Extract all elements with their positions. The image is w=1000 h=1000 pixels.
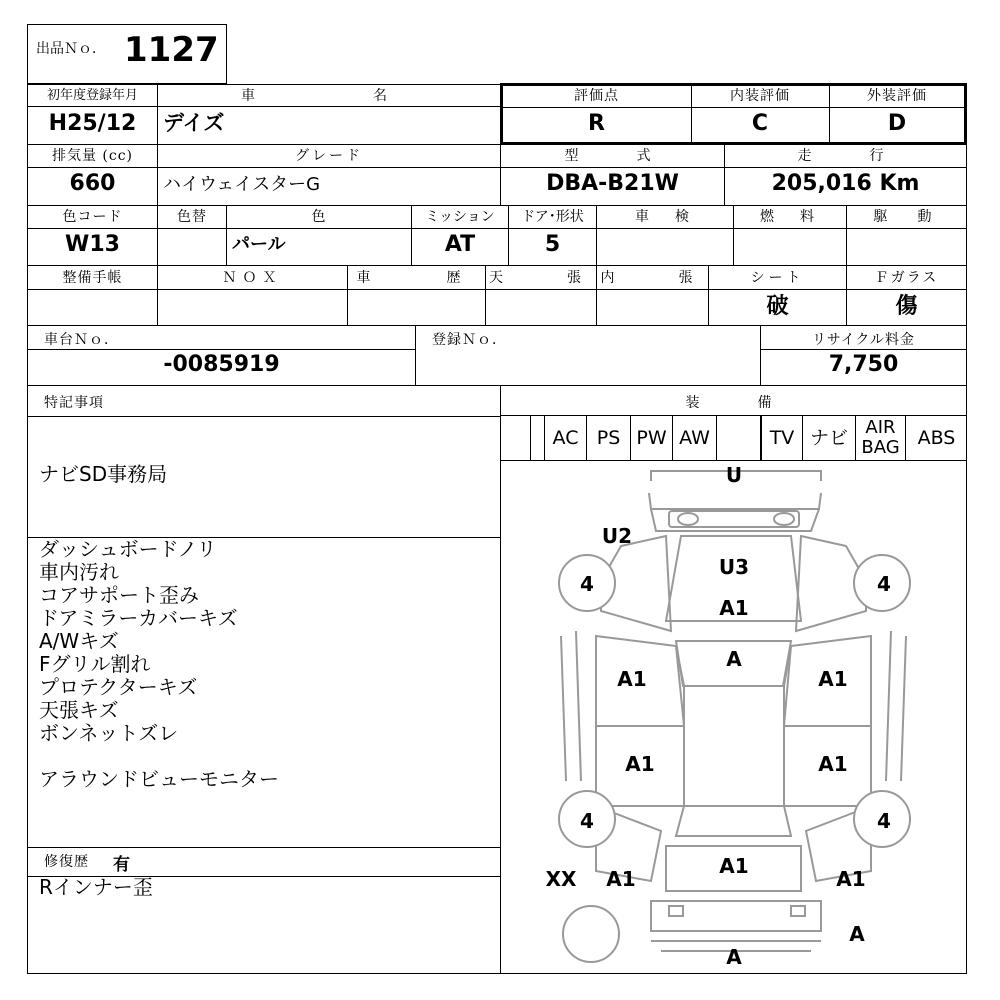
service-book-label: 整備手帳	[62, 270, 123, 286]
score-label: 評価点	[574, 88, 619, 104]
front-emblem-left	[678, 513, 698, 525]
mark-hood-center: A1	[719, 596, 749, 620]
chassis-label: 車台Ｎｏ．	[44, 332, 119, 348]
recycle-label: リサイクル料金	[811, 332, 916, 348]
mark-hood-left: U2	[601, 524, 633, 548]
notes-label: 特記事項	[44, 395, 104, 411]
mark-roof-front: A	[726, 647, 742, 671]
equip-blank-2	[717, 415, 761, 461]
interior-label: 内装評価	[730, 88, 790, 104]
mark-rear-left-quarter: A1	[606, 867, 636, 891]
equip-ac: AC	[545, 415, 587, 461]
mark-front-bumper: U	[725, 463, 743, 487]
inner-lining-label: 内 張	[600, 270, 705, 286]
mark-tire-rl: 4	[580, 809, 594, 833]
color-code-value: W13	[65, 232, 120, 257]
inner-lining-value-cell	[596, 289, 709, 326]
repaint-label: 色替	[177, 209, 207, 225]
equip-abs: ABS	[917, 427, 956, 449]
rear-bumper-outline	[651, 901, 821, 951]
mark-rear-left-outer: XX	[545, 867, 577, 891]
mark-rear-right-quarter: A1	[836, 867, 866, 891]
ceiling-value-cell	[485, 289, 597, 326]
chassis-value: -0085919	[163, 352, 280, 377]
mark-front-left-door: A1	[617, 667, 647, 691]
car-diagram	[501, 461, 966, 973]
repair-history-label: 修復歴	[44, 854, 89, 870]
equip-blank-1	[530, 415, 545, 461]
inspection-value-cell	[596, 228, 734, 266]
color-value: パール	[232, 234, 286, 255]
exterior-label: 外装評価	[867, 88, 927, 104]
color-label: 色	[311, 209, 327, 225]
rear-window	[676, 806, 791, 836]
transmission-label: ミッション	[425, 209, 495, 225]
front-glass-label: Ｆガラス	[874, 270, 939, 286]
chassis-divider	[27, 349, 416, 350]
mark-rear-right-door: A1	[818, 752, 848, 776]
history-label: 車 歴	[356, 270, 477, 286]
seat-label: シート	[750, 270, 805, 286]
interior-value: C	[751, 111, 769, 136]
history-value-cell	[347, 289, 486, 326]
repair-history-value: 有	[113, 855, 130, 875]
inspection-label: 車 検	[635, 209, 695, 225]
equip-aw: AW	[673, 415, 717, 461]
drive-value-cell	[846, 228, 967, 266]
note-line: ドアミラーカバーキズ	[39, 606, 238, 630]
displacement-value: 660	[69, 171, 116, 196]
transmission-value: AT	[444, 232, 476, 257]
nox-value-cell	[157, 289, 348, 326]
lot-number: 1127	[124, 30, 219, 70]
equip-pw: PW	[631, 415, 673, 461]
left-mirror	[561, 631, 581, 781]
mark-trunk: A1	[719, 854, 749, 878]
spare-tire	[563, 906, 619, 962]
repair-note-line: Rインナー歪	[39, 875, 153, 899]
repaint-value-cell	[157, 228, 227, 266]
repair-divider-top	[27, 847, 501, 848]
rear-lamp-left	[669, 906, 683, 916]
mark-tire-fr: 4	[877, 572, 891, 596]
equip-ps: PS	[587, 415, 631, 461]
model-value: DBA-B21W	[546, 171, 679, 196]
first-reg-label: 初年度登録年月	[46, 88, 138, 103]
mark-rear-bumper: A	[726, 945, 742, 969]
car-name-label: 車 名	[241, 88, 417, 104]
front-emblem-right	[774, 513, 794, 525]
front-glass-value: 傷	[895, 293, 918, 319]
note-line: A/Wキズ	[39, 629, 119, 653]
mark-rear-bumper-right: A	[849, 922, 865, 946]
mark-front-right-door: A1	[818, 667, 848, 691]
note-line: プロテクターキズ	[39, 675, 198, 699]
equip-airbag: AIR BAG	[856, 415, 906, 461]
roof	[684, 686, 784, 806]
equipment-label: 装 備	[685, 395, 782, 411]
lot-label: 出品Ｎｏ．	[36, 41, 106, 57]
door-shape-label: ドア･形状	[521, 209, 584, 225]
equipment-row	[500, 415, 967, 461]
mileage-value: 205,016 Km	[771, 171, 920, 196]
recycle-value: 7,750	[828, 352, 899, 377]
nox-label: ＮＯＸ	[222, 270, 283, 286]
note-line: アラウンドビューモニター	[39, 767, 279, 791]
fuel-label: 燃 料	[760, 209, 820, 225]
score-divider-h	[500, 107, 967, 108]
color-code-label: 色コード	[62, 209, 123, 225]
car-name-value: デイズ	[163, 111, 225, 135]
note-line: ダッシュボードノリ	[39, 537, 217, 561]
first-reg-value: H25/12	[48, 111, 137, 136]
mark-tire-rr: 4	[877, 809, 891, 833]
notes-top-line: ナビSD事務局	[39, 462, 168, 486]
drive-label: 駆 動	[873, 209, 940, 225]
displacement-label: 排気量 (cc)	[51, 148, 134, 164]
reg-no-label: 登録Ｎｏ．	[432, 332, 507, 348]
grade-label: グレード	[295, 148, 363, 164]
score-value: R	[588, 111, 605, 136]
mark-tire-fl: 4	[580, 572, 594, 596]
exterior-value: D	[887, 111, 907, 136]
model-label: 型 式	[564, 148, 661, 164]
note-line: 天張キズ	[39, 698, 119, 722]
rear-lamp-right	[791, 906, 805, 916]
note-line: ボンネットズレ	[39, 721, 179, 745]
service-book-value-cell	[27, 289, 158, 326]
door-shape-value: 5	[544, 232, 561, 257]
note-line: コアサポート歪み	[39, 583, 199, 607]
equip-tv: TV	[761, 415, 803, 461]
mark-hood: U3	[718, 555, 750, 579]
ceiling-label: 天 張	[489, 270, 593, 286]
right-mirror	[886, 631, 906, 781]
equip-navi: ナビ	[803, 415, 856, 461]
seat-value: 破	[766, 293, 789, 319]
mark-rear-left-door: A1	[625, 752, 655, 776]
note-line: Fグリル割れ	[39, 652, 151, 676]
mileage-label: 走 行	[797, 148, 894, 164]
grade-value: ハイウェイスターG	[163, 174, 321, 195]
note-line: 車内汚れ	[39, 560, 119, 584]
fuel-value-cell	[733, 228, 847, 266]
